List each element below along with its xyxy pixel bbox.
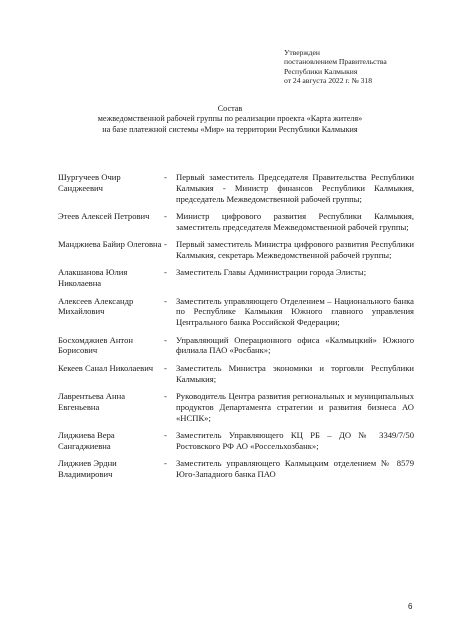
member-dash: - <box>164 267 167 278</box>
member-role: Заместитель Главы Администрации города Элисты; <box>176 267 367 278</box>
member-name: Лиджиева Вера Сангаджиевна <box>58 429 115 451</box>
member-name: Этеев Алексей Петрович <box>58 210 150 221</box>
title-line: межведомственной рабочей группы по реализации проекта «Карта жителя» <box>97 114 363 124</box>
member-dash: - <box>164 458 167 469</box>
member-name: Шургучеев Очир Санджеевич <box>58 172 121 193</box>
member-dash: - <box>164 239 167 250</box>
member-dash: - <box>164 295 167 306</box>
member-row <box>58 430 418 452</box>
member-role: Руководитель Центра развития региональных и муниципальных продуктов Департамента стратегии и развития бизнеса АО «НСПК»; <box>176 390 414 423</box>
member-dash: - <box>164 210 167 221</box>
member-row <box>58 363 418 385</box>
approval-line: от 24 августа 2022 г. № 318 <box>284 76 372 86</box>
members-list <box>58 172 418 486</box>
member-name: Манджиева Байир Олеговна <box>58 239 162 250</box>
member-row <box>58 335 418 357</box>
member-dash: - <box>164 362 167 373</box>
member-name: Алексеев Александр Михайлович <box>58 295 134 317</box>
member-name: Босхомджиев Антон Борисович <box>58 334 133 356</box>
approval-line: Республики Калмыкия <box>284 66 358 76</box>
member-row <box>58 458 418 480</box>
member-name: Лиджиев Эрдни Владимирович <box>58 458 117 479</box>
member-role: Заместитель Министра экономики и торговли Республики Калмыкия; <box>176 362 414 384</box>
member-name: Кекеев Санал Николаевич <box>58 362 154 373</box>
member-role: Первый заместитель Министра цифрового развития Республики Калмыкия, секретарь Межведомственной рабочей группы; <box>176 239 414 260</box>
member-row <box>58 172 418 204</box>
approval-line: Утвержден <box>284 48 320 57</box>
member-name: Алакшанова Юлия Николаевна <box>58 267 128 289</box>
member-role: Заместитель Управляющего КЦ РБ – ДО № 3349/7/50 Ростовского РФ АО «Россельхозбанк»; <box>176 429 414 451</box>
page-number: 6 <box>408 602 413 611</box>
member-name: Лаврентьева Анна Евгеньевна <box>58 390 126 412</box>
member-row <box>58 296 418 328</box>
member-role: Заместитель управляющего Калмыцким отделением № 8579 Юго-Западного банка ПАО <box>176 458 414 479</box>
member-row <box>58 211 418 233</box>
member-role: Первый заместитель Председателя Правительства Республики Калмыкия - Министр финансов Республики Калмыкия, председатель Межведомственной рабочей группы; <box>176 172 414 204</box>
member-row <box>58 267 418 289</box>
title-line: на базе платежной системы «Мир» на территории Республики Калмыкия <box>102 124 358 134</box>
member-role: Министр цифрового развития Республики Калмыкия, заместитель председателя Межведомственной рабочей группы; <box>176 210 414 232</box>
member-dash: - <box>164 334 167 345</box>
approval-line: постановлением Правительства <box>284 57 387 67</box>
member-role: Управляющий Операционного офиса «Калмыцкий» Южного филиала ПАО «Росбанк»; <box>176 334 414 356</box>
member-dash: - <box>164 429 167 440</box>
member-role: Заместитель управляющего Отделением – Национального банка по Республике Калмыкия Южного главного управления Центрального банка Российской Федерации; <box>176 295 414 328</box>
member-row <box>58 391 418 423</box>
member-dash: - <box>164 390 167 401</box>
title-line: Состав <box>217 104 243 113</box>
approval-stamp <box>284 48 444 86</box>
member-dash: - <box>164 172 167 182</box>
document-title <box>40 104 420 135</box>
member-row <box>58 239 418 261</box>
